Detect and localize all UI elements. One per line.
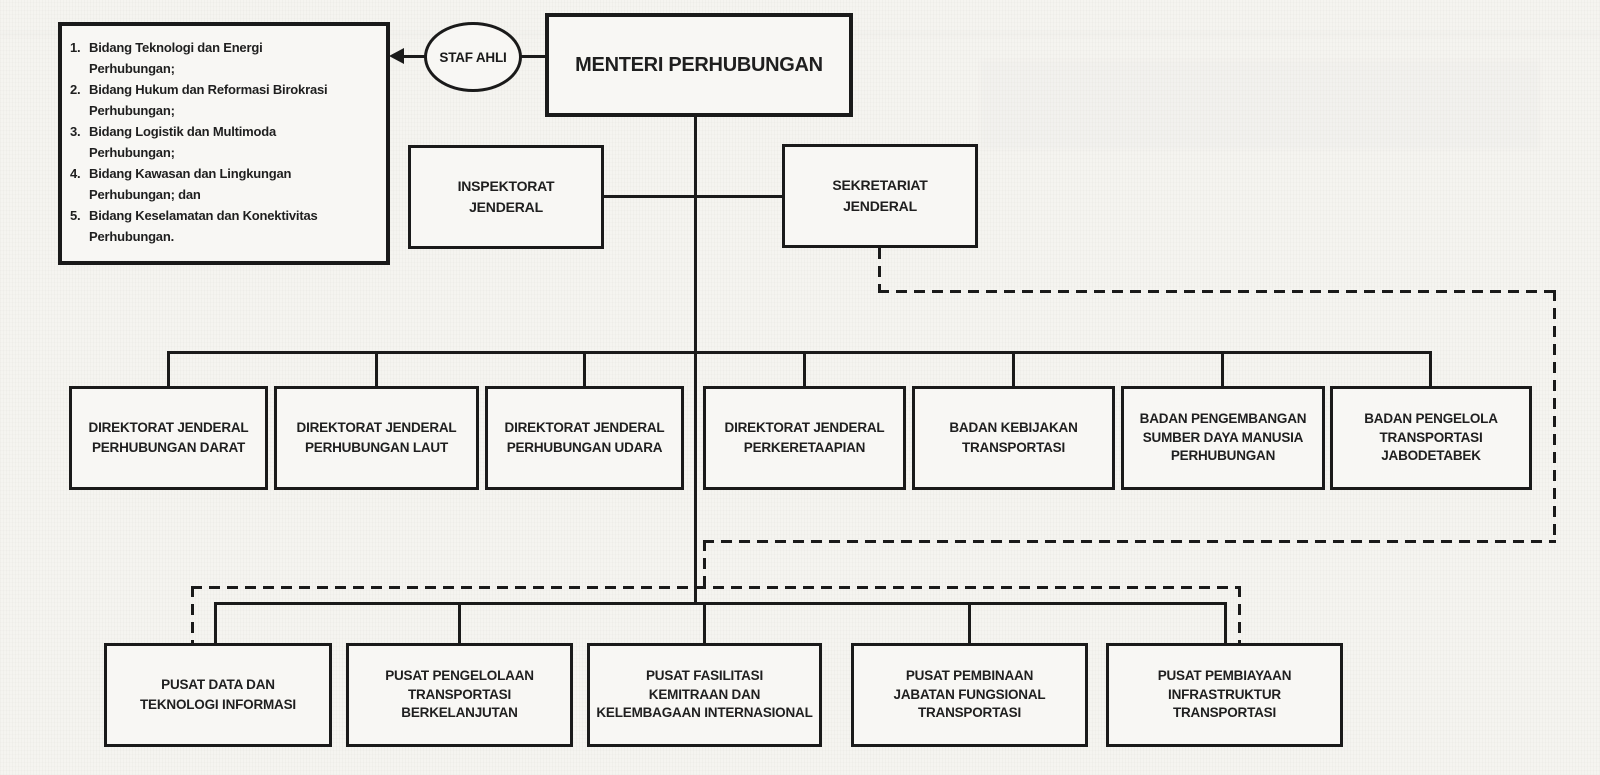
box-pusat-data-teknologi-informasi: PUSAT DATA DAN TEKNOLOGI INFORMASI	[104, 643, 332, 747]
connector-menteri-trunk	[694, 117, 697, 605]
box-badan-pengembangan-sdm: BADAN PENGEMBANGAN SUMBER DAYA MANUSIA PERHUBUNGAN	[1121, 386, 1325, 490]
staf-ahli-ellipse	[424, 22, 522, 92]
connector-stub-perkeretaapian	[803, 351, 806, 389]
connector-stub-pembinaan	[968, 602, 971, 646]
staf-ahli-label: STAF AHLI	[439, 49, 507, 65]
staf-ahli-field-item: 2. Bidang Hukum dan Reformasi Birokrasi Perhubungan;	[70, 82, 328, 119]
connector-inspektorat-sekretariat	[604, 195, 784, 198]
staf-ahli-field-item: 5. Bidang Keselamatan dan Konektivitas Perhubungan.	[70, 208, 318, 245]
staf-ahli-fields-box	[58, 22, 390, 265]
connector-stub-bpsdm	[1221, 351, 1224, 389]
connector-stub-pembiayaan	[1224, 602, 1227, 646]
connector-stub-pengelolaan	[458, 602, 461, 646]
staf-ahli-field-item: 1. Bidang Teknologi dan Energi Perhubungan;	[70, 40, 263, 77]
dashed-right-drop	[1553, 290, 1556, 543]
box-pusat-pembiayaan-infrastruktur: PUSAT PEMBIAYAAN INFRASTRUKTUR TRANSPORTASI	[1106, 643, 1343, 747]
connector-stub-bptj	[1429, 351, 1432, 389]
box-ditjen-perhubungan-darat: DIREKTORAT JENDERAL PERHUBUNGAN DARAT	[69, 386, 268, 490]
connector-stub-udara	[583, 351, 586, 389]
dashed-sekretariat-drop	[878, 248, 881, 293]
dashed-stub-pembiayaan	[1238, 586, 1241, 643]
connector-stub-badan-kebijakan	[1012, 351, 1015, 389]
connector-stafahli-menteri	[520, 55, 547, 58]
box-badan-pengelola-transportasi-jabodetabek: BADAN PENGELOLA TRANSPORTASI JABODETABEK	[1330, 386, 1532, 490]
box-pusat-pengelolaan-transportasi-berkelanjutan: PUSAT PENGELOLAAN TRANSPORTASI BERKELANJUTAN	[346, 643, 573, 747]
connector-level3-rail	[167, 351, 1432, 354]
staf-ahli-field-item: 4. Bidang Kawasan dan Lingkungan Perhubungan; dan	[70, 166, 292, 203]
box-ditjen-perhubungan-laut: DIREKTORAT JENDERAL PERHUBUNGAN LAUT	[274, 386, 479, 490]
connector-level4-rail	[214, 602, 1227, 605]
dashed-mid-rail	[703, 540, 1556, 543]
scan-artifact-smudge	[980, 60, 1540, 150]
box-ditjen-perkeretaapian: DIREKTORAT JENDERAL PERKERETAAPIAN	[703, 386, 906, 490]
connector-stub-fasilitasi	[703, 602, 706, 646]
box-pusat-pembinaan-jabatan-fungsional: PUSAT PEMBINAAN JABATAN FUNGSIONAL TRANSPORTASI	[851, 643, 1088, 747]
dashed-top-rail	[878, 290, 1556, 293]
dashed-stub-pusdatin	[191, 586, 194, 643]
box-inspektorat-jenderal: INSPEKTORAT JENDERAL	[408, 145, 604, 249]
box-pusat-fasilitasi-kemitraan-internasional: PUSAT FASILITASI KEMITRAAN DAN KELEMBAGAAN INTERNASIONAL	[587, 643, 822, 747]
minister-box	[545, 13, 853, 117]
box-ditjen-perhubungan-udara: DIREKTORAT JENDERAL PERHUBUNGAN UDARA	[485, 386, 684, 490]
box-badan-kebijakan-transportasi: BADAN KEBIJAKAN TRANSPORTASI	[912, 386, 1115, 490]
connector-stub-laut	[375, 351, 378, 389]
dashed-level4-rail	[191, 586, 1241, 589]
connector-stub-pusdatin	[214, 602, 217, 646]
dashed-mid-drop	[703, 540, 706, 589]
staf-ahli-field-item: 3. Bidang Logistik dan Multimoda Perhubungan;	[70, 124, 277, 161]
minister-label: MENTERI PERHUBUNGAN	[575, 54, 823, 76]
connector-arrow-shaft	[402, 55, 426, 58]
connector-stub-darat	[167, 351, 170, 389]
box-sekretariat-jenderal: SEKRETARIAT JENDERAL	[782, 144, 978, 248]
